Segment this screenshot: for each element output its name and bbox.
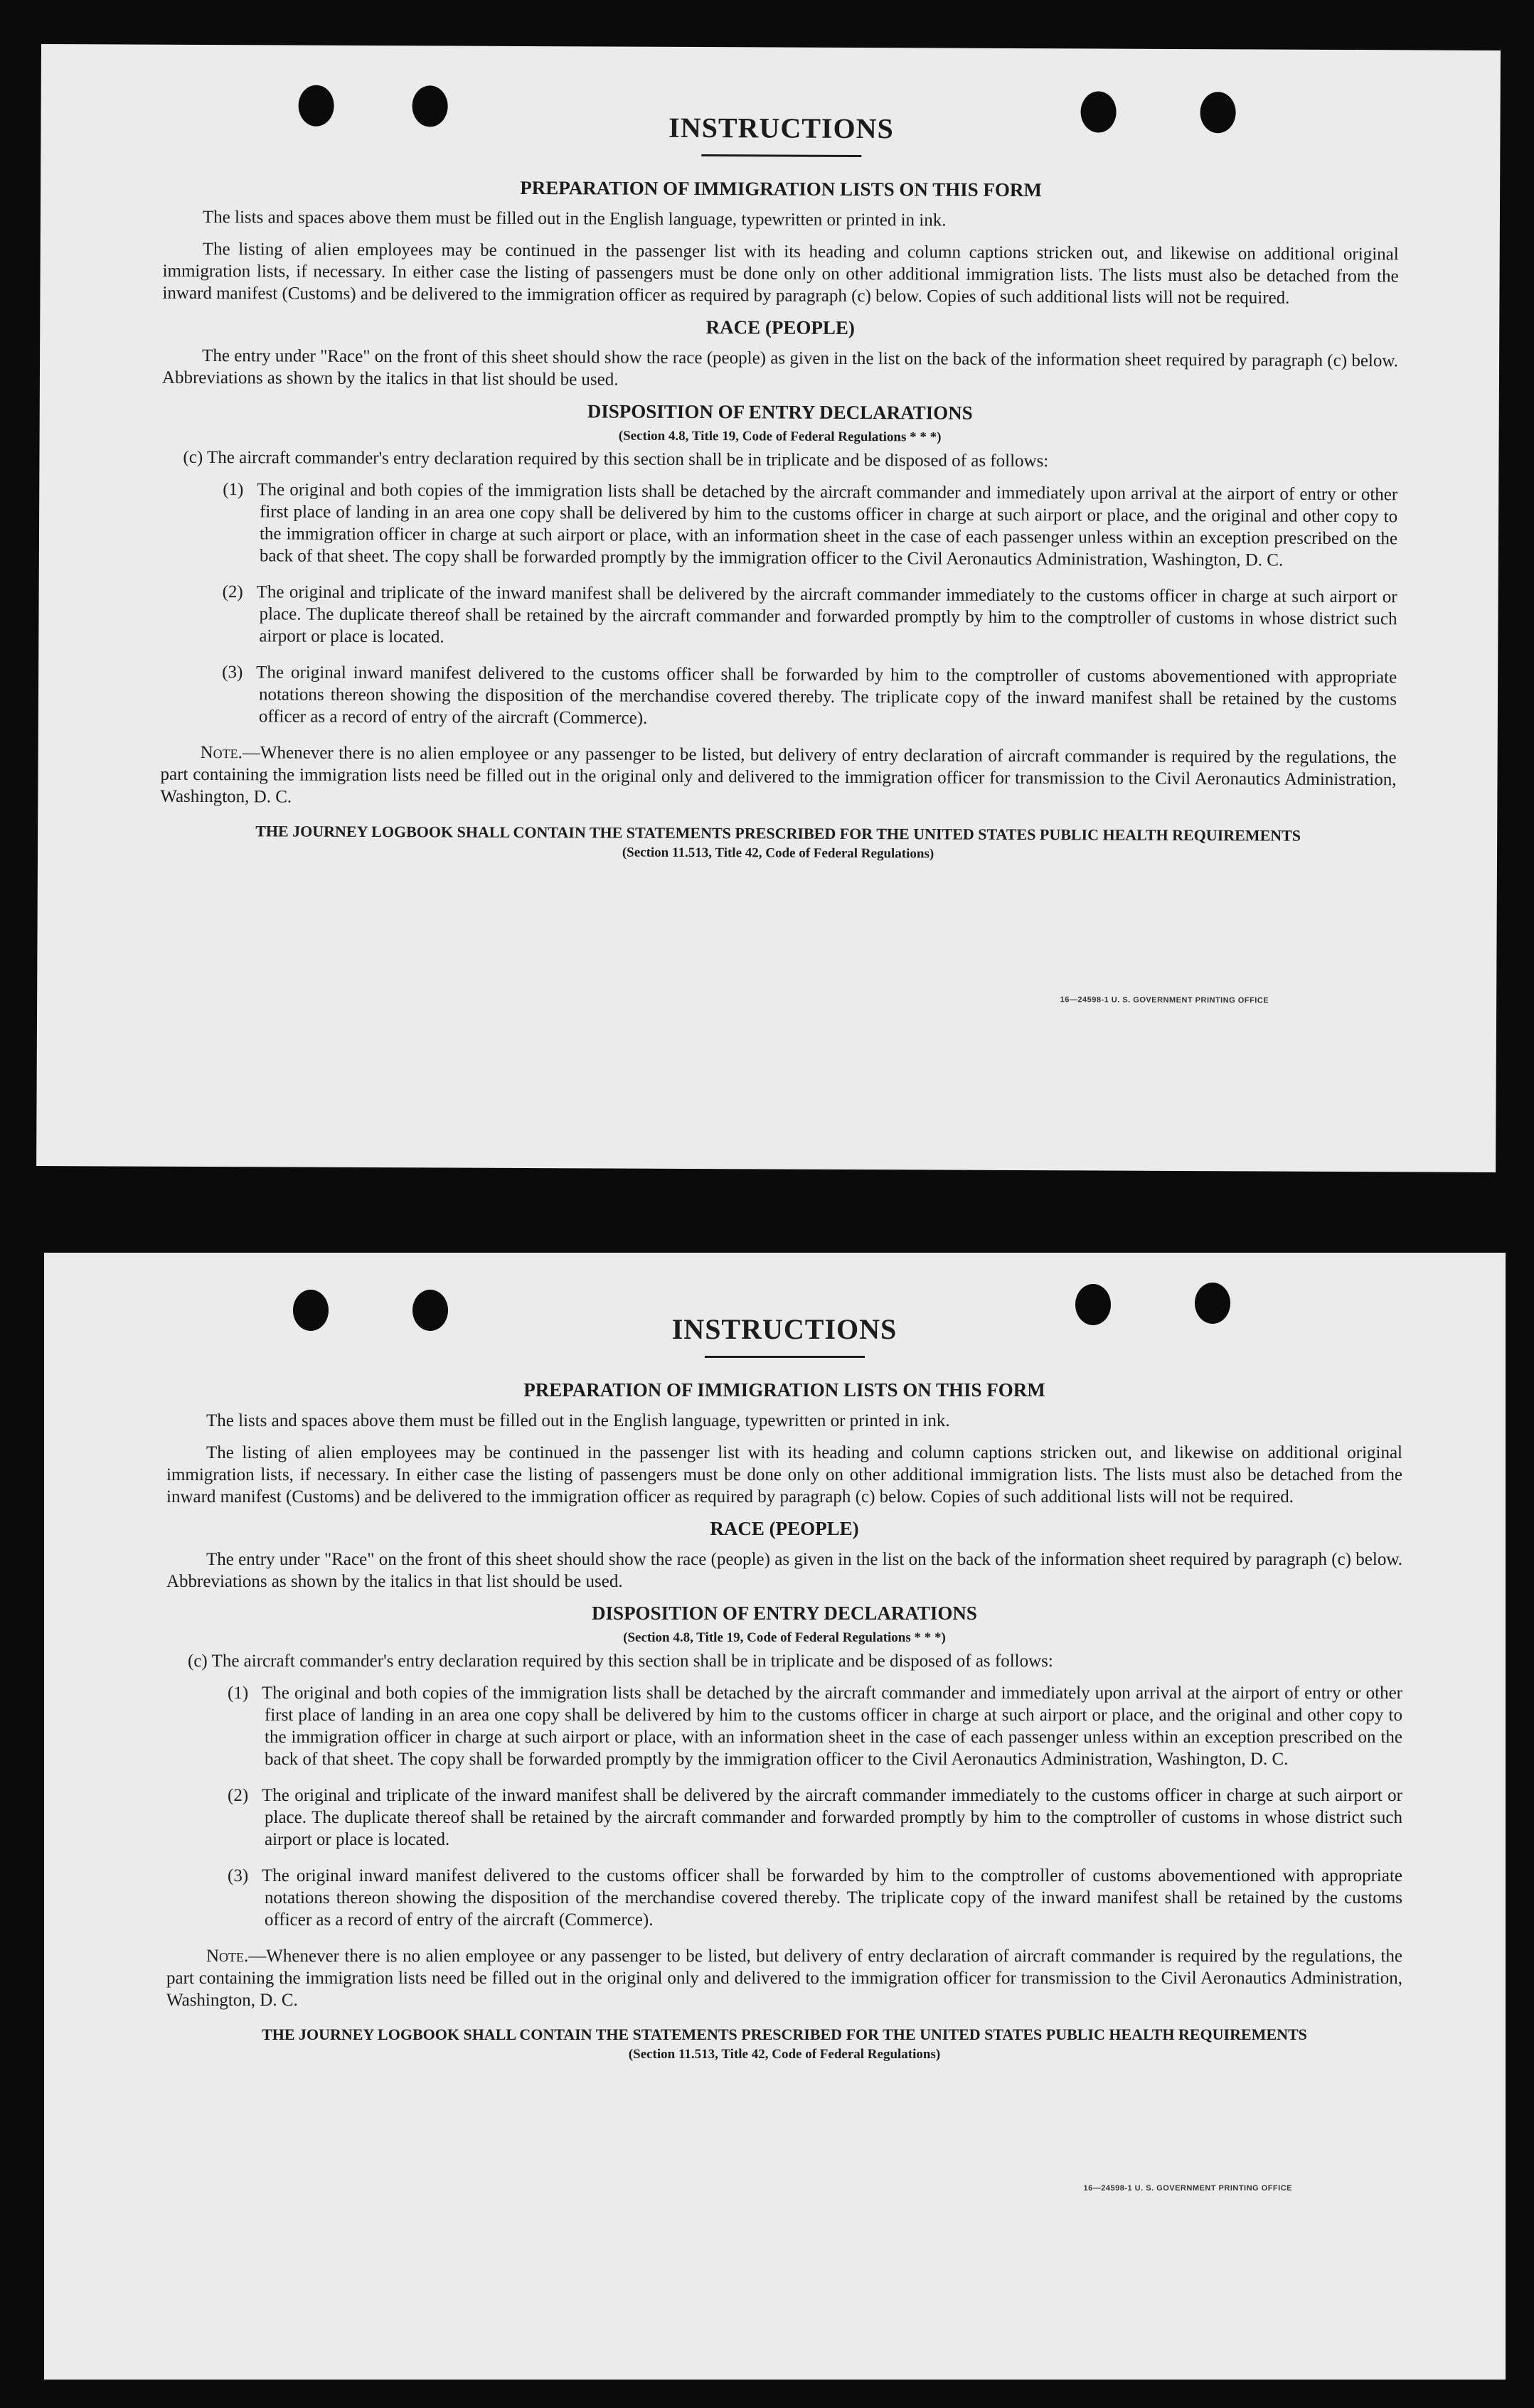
public-health-reference: (Section 11.513, Title 42, Code of Federal Regulations) [628, 2047, 941, 2062]
section-heading-preparation: PREPARATION OF IMMIGRATION LISTS ON THIS FORM [520, 176, 1042, 201]
title-rule [701, 154, 861, 157]
item-number: (2) [228, 1786, 249, 1805]
sheet-content [160, 109, 1400, 865]
preparation-paragraph-2: The listing of alien employees may be continued in the passenger list with its heading and column captions stricken out, and likewise on additional original immigration lists, if necessary. In either case the listing of passengers must be done only on other additional immigration lists. The lists must also be detached from the inward manifest (Customs) and be delivered to the immigration officer as required by paragraph (c) below. Copies of such additional lists will not be required. [162, 239, 1399, 308]
item-number: (3) [228, 1866, 249, 1885]
race-paragraph: The entry under "Race" on the front of this sheet should show the race (people) as given in the list on the back of the information sheet required by paragraph (c) below. Abbreviations as shown by the italics in that list should be used. [161, 346, 1399, 390]
disposition-item-1 [161, 478, 1398, 572]
printer-imprint: 16—24598-1 U. S. GOVERNMENT PRINTING OFFICE [1083, 2184, 1292, 2193]
disposition-reference: (Section 4.8, Title 19, Code of Federal Regulations * * *) [618, 428, 942, 445]
page-title: INSTRUCTIONS [671, 1313, 898, 1345]
title-rule [705, 1356, 865, 1358]
item-text: The original and both copies of the immigration lists shall be detached by the aircraft commander and immediately upon arrival at the airport of entry or other first place of landing in an area one copy shall be delivered by him to the customs officer in charge at such airport or place, and the original and other copy to the immigration officer in charge at such airport or place, with an information sheet in the case of each passenger unless within an exception prescribed on the back of that sheet. The copy shall be forwarded promptly by the immigration officer to the Civil Aeronautics Administration, Washington, D. C. [257, 480, 1398, 570]
item-text: The original and triplicate of the inward manifest shall be delivered by the aircraft commander immediately to the customs officer in charge at such airport or place. The duplicate thereof shall be retained by the aircraft commander and forwarded promptly by him to the comptroller of customs in whose district such airport or place is located. [256, 582, 1397, 647]
item-text: The original and both copies of the immigration lists shall be detached by the aircraft commander and immediately upon arrival at the airport of entry or other first place of landing in an area one copy shall be delivered by him to the customs officer in charge at such airport or place, and the original and other copy to the immigration officer in charge at such airport or place, with an information sheet in the case of each passenger unless within an exception prescribed on the back of that sheet. The copy shall be forwarded promptly by the immigration officer to the Civil Aeronautics Administration, Washington, D. C. [262, 1684, 1402, 1769]
section-heading-disposition: DISPOSITION OF ENTRY DECLARATIONS [587, 400, 973, 424]
public-health-statement: THE JOURNEY LOGBOOK SHALL CONTAIN THE STATEMENTS PRESCRIBED FOR THE UNITED STATES PUBLIC HEALTH REQUIREMENTS [255, 822, 1301, 845]
instruction-sheet-2 [44, 1253, 1506, 2380]
disposition-item-1 [166, 1682, 1402, 1770]
section-heading-race: RACE (PEOPLE) [710, 1518, 859, 1539]
disposition-item-2 [166, 1784, 1402, 1851]
preparation-paragraph-2: The listing of alien employees may be continued in the passenger list with its heading and column captions stricken out, and likewise on additional original immigration lists, if necessary. In either case the listing of passengers must be done only on other additional immigration lists. The lists must also be detached from the inward manifest (Customs) and be delivered to the immigration officer as required by paragraph (c) below. Copies of such additional lists will not be required. [166, 1443, 1402, 1507]
instruction-sheet-1 [36, 44, 1501, 1172]
item-text: The original inward manifest delivered to the customs officer shall be forwarded by him to the comptroller of customs abovementioned with appropriate notations thereon showing the disposition of the merchandise covered thereby. The triplicate copy of the inward manifest shall be retained by the customs officer as a record of entry of the aircraft (Commerce). [262, 1866, 1402, 1930]
public-health-statement: THE JOURNEY LOGBOOK SHALL CONTAIN THE STATEMENTS PRESCRIBED FOR THE UNITED STATES PUBLIC HEALTH REQUIREMENTS [262, 2026, 1307, 2043]
disposition-item-3 [166, 1865, 1402, 1931]
page-title: INSTRUCTIONS [669, 111, 894, 145]
note-text: —Whenever there is no alien employee or any passenger to be listed, but delivery of entry declaration of aircraft commander is required by the regulations, the part containing the immigration lists need be filled out in the original only and delivered to the immigration officer for transmission to the Civil Aeronautics Administration, Washington, D. C. [160, 743, 1397, 807]
printer-imprint: 16—24598-1 U. S. GOVERNMENT PRINTING OFFICE [1060, 995, 1269, 1005]
note-label: Note. [206, 1947, 249, 1966]
note-paragraph [160, 742, 1396, 813]
disposition-item-2 [161, 581, 1397, 653]
disposition-intro: (c) The aircraft commander's entry declaration required by this section shall be in triplicate and be disposed of as follows: [188, 1652, 1053, 1671]
item-text: The original and triplicate of the inward manifest shall be delivered by the aircraft commander immediately to the customs officer in charge at such airport or place. The duplicate thereof shall be retained by the aircraft commander and forwarded promptly by him to the comptroller of customs in whose district such airport or place is located. [262, 1786, 1402, 1849]
item-number: (2) [222, 582, 243, 602]
item-number: (1) [228, 1684, 249, 1703]
disposition-item-3 [161, 661, 1397, 733]
section-heading-disposition: DISPOSITION OF ENTRY DECLARATIONS [592, 1602, 977, 1624]
sheet-content [166, 1312, 1402, 2062]
note-paragraph [166, 1945, 1402, 2011]
section-heading-preparation: PREPARATION OF IMMIGRATION LISTS ON THIS FORM [523, 1379, 1045, 1401]
race-paragraph: The entry under "Race" on the front of this sheet should show the race (people) as given in the list on the back of the information sheet required by paragraph (c) below. Abbreviations as shown by the italics in that list should be used. [166, 1550, 1402, 1591]
item-text: The original inward manifest delivered to the customs officer shall be forwarded by him to the comptroller of customs abovementioned with appropriate notations thereon showing the disposition of the merchandise covered thereby. The triplicate copy of the inward manifest shall be retained by the customs officer as a record of entry of the aircraft (Commerce). [256, 663, 1397, 728]
public-health-reference: (Section 11.513, Title 42, Code of Federal Regulations) [622, 845, 934, 862]
disposition-reference: (Section 4.8, Title 19, Code of Federal Regulations * * *) [623, 1630, 946, 1645]
item-number: (3) [222, 663, 243, 683]
preparation-paragraph-1: The lists and spaces above them must be filled out in the English language, typewritten or printed in ink. [202, 207, 947, 230]
note-label: Note. [200, 742, 243, 763]
note-text: —Whenever there is no alien employee or any passenger to be listed, but delivery of entry declaration of aircraft commander is required by the regulations, the part containing the immigration lists need be filled out in the original only and delivered to the immigration officer for transmission to the Civil Aeronautics Administration, Washington, D. C. [166, 1947, 1402, 2010]
item-number: (1) [223, 480, 244, 500]
disposition-intro: (c) The aircraft commander's entry declaration required by this section shall be in triplicate and be disposed of as follows: [183, 447, 1049, 471]
section-heading-race: RACE (PEOPLE) [705, 316, 855, 338]
preparation-paragraph-1: The lists and spaces above them must be filled out in the English language, typewritten or printed in ink. [206, 1411, 950, 1430]
